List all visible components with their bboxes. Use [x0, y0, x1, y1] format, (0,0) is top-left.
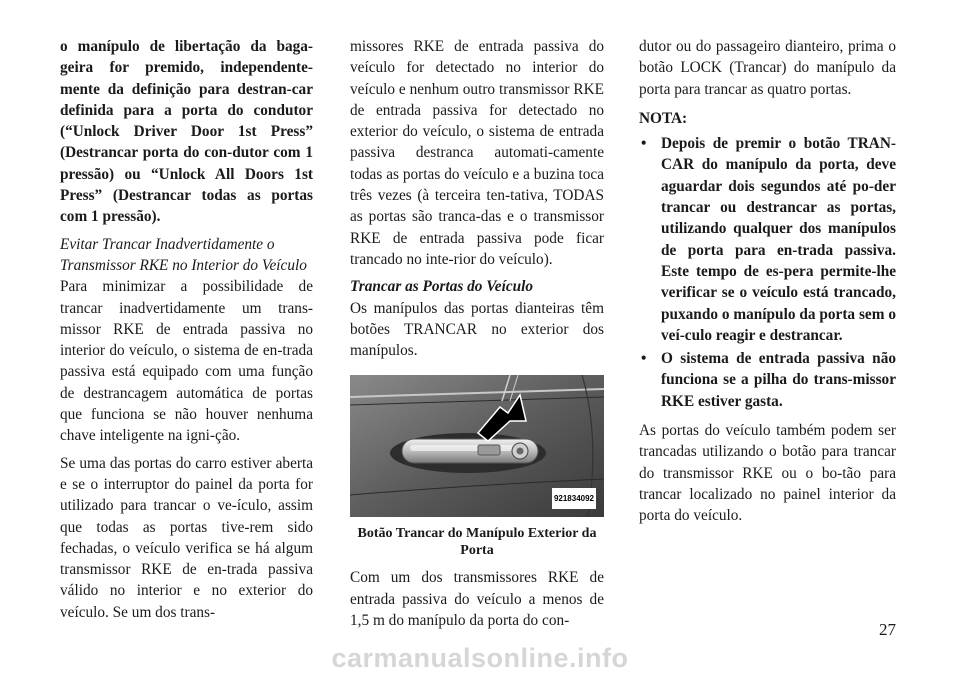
paragraph: missores RKE de entrada passiva do veículo for detectado no interior do veículo e nenhum outro transmissor RKE de entrada passiva for detectado no exterior do veículo, o sistema de entrada passiva destranca automati-camente todas as portas do veículo e a buzina toca três vezes (à terceira ten-tativa, TODAS as portas são tranca-das e o transmissor RKE de entrada passiva pode ficar trancado no inte-rior do veículo). [350, 38, 604, 268]
figure-code: 921834092 [552, 488, 596, 509]
section-subheading: Evitar Trancar Inadvertidamente o Transmissor RKE no Interior do Veículo [60, 235, 307, 274]
note-bullet-list [639, 133, 896, 412]
page-number: 27 [879, 620, 896, 639]
section-subheading: Trancar as Portas do Veículo [350, 278, 534, 296]
intro-paragraph: o manípulo de libertação da baga-geira for premido, independente-mente da definição para destran-car definida para a porta do condutor (“Unlock Driver Door 1st Press” (Destrancar porta do con-dutor com 1 pressão) ou “Unlock All Doors 1st Press” (Destrancar todas as portas com 1 pressão). [60, 38, 313, 226]
figure-caption: Botão Trancar do Manípulo Exterior da Porta [357, 526, 597, 559]
note-label: NOTA: [639, 109, 688, 127]
door-handle-figure [350, 375, 604, 517]
column-3 [639, 36, 896, 527]
bullet-item: • Depois de premir o botão TRAN-CAR do manípulo da porta, deve aguardar dois segundos até po-der trancar ou destrancar as portas, utilizando qualquer dos manípulos de porta para en-trada passiva. Este tempo de es-pera permite-lhe verificar se o veículo está trancado, puxando o manípulo da porta sem o veí-culo reagir e destrancar. [639, 133, 896, 346]
watermark: carmanualsonline.info [331, 643, 629, 673]
paragraph: As portas do veículo também podem ser trancadas utilizando o botão para trancar do transmissor RKE ou o bo-tão para trancar localizado no painel interior da porta do veículo. [639, 422, 896, 525]
column-1 [60, 36, 313, 623]
paragraph: Para minimizar a possibilidade de trancar inadvertidamente um trans-missor RKE de entrada passiva no interior do veículo, o sistema de en-trada passiva está equipado com uma função de destrancagem automática de portas que funciona se não houver nenhuma chave inteligente na igni-ção. [60, 278, 313, 445]
paragraph: Os manípulos das portas dianteiras têm botões TRANCAR no exterior dos manípulos. [350, 299, 604, 360]
column-2 [350, 36, 604, 631]
paragraph: Com um dos transmissores RKE de entrada passiva do veículo a menos de 1,5 m do manípulo da porta do con- [350, 569, 604, 630]
bullet-item: • O sistema de entrada passiva não funciona se a pilha do trans-missor RKE estiver gasta. [639, 348, 896, 412]
paragraph: dutor ou do passageiro dianteiro, prima o botão LOCK (Trancar) do manípulo da porta para trancar as quatro portas. [639, 38, 896, 98]
paragraph: Se uma das portas do carro estiver aberta e se o interruptor do painel da porta for utilizado para trancar o ve-ículo, assim que todas as portas tive-rem sido fechadas, o veículo verifica se há algum transmissor RKE de en-trada passiva válido no interior e no exterior do veículo. Se um dos trans- [60, 454, 313, 621]
